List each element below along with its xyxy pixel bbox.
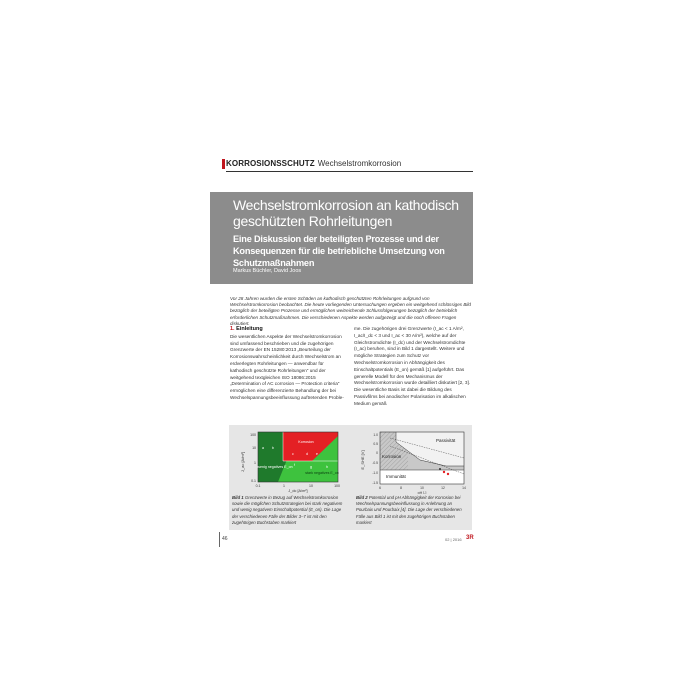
fig2-ytick: 0.5 [373, 442, 378, 446]
fig2-xtick: 14 [462, 486, 466, 490]
section-title: KORROSIONSSCHUTZ [226, 159, 315, 168]
figure-2-caption [356, 495, 470, 526]
caption-text: Potential und pH Abhängigkeit der Korrosion bei Wechselspannungsbeeinflussung in Anlehnung an Pourbaix und Pourbaix [4]. Die Lage der verschiedenen Fälle aus Bild 1 ist mit den zugehörigen Buchstaben markiert [356, 495, 462, 525]
page-number: 46 [222, 536, 228, 542]
article-title: Wechselstromkorrosion an kathodisch geschützten Rohrleitungen [233, 197, 459, 229]
fig1-letter: f [294, 463, 295, 467]
fig2-zone-label-corrosion: Korrosion [382, 454, 402, 459]
section-heading [230, 326, 347, 333]
fig1-xtick: 1 [283, 484, 285, 488]
header-rule [226, 171, 473, 172]
fig1-letter: d [306, 452, 308, 456]
article-authors: Markus Büchler, David Joos [233, 268, 302, 274]
fig2-xtick: 6 [379, 486, 381, 490]
fig2-marker [447, 473, 449, 475]
fig1-ylabel: J_ac [A/m²] [240, 451, 245, 473]
fig1-xtick: 0.1 [255, 484, 261, 488]
caption-label: Bild 1 [232, 495, 244, 500]
fig1-xtick: 100 [334, 484, 340, 488]
section-heading-text: Einleitung [236, 326, 263, 332]
title-banner [210, 192, 473, 284]
figure-1-diagram [240, 428, 345, 494]
fig2-marker [443, 471, 445, 473]
text-column-right [354, 326, 472, 408]
caption-label: Bild 2 [356, 495, 368, 500]
fig2-zone-label-passive: Passivität [436, 438, 456, 443]
fig2-marker [439, 468, 441, 470]
fig1-letter: e [316, 452, 318, 456]
fig2-ytick: -1.0 [372, 471, 378, 475]
fig2-xtick: 12 [441, 486, 445, 490]
fig2-ytick: -1.5 [372, 481, 378, 485]
fig1-ytick: 0.1 [251, 479, 256, 483]
figure-2-diagram [360, 428, 470, 494]
abstract: Vor 28 Jahren wurden die ersten Schäden an kathodisch geschützten Rohrleitungen aufgrund von Wechselstromkorrosion beobachtet. Die heute vorliegenden Untersuchungen ergeben ein weitgehend schlüssiges Bild bezüglich der beteiligten Prozesse und ermöglichen weitreichende Schlussfolgerungen bezüglich der betrieblich erforderlichen Schutzmaßnahmen. Die verschiedenen Aspekte werden aufgezeigt und die noch offenen Fragen diskutiert. [230, 296, 471, 326]
fig2-ytick: -0.5 [372, 461, 378, 465]
fig2-xlabel: pH [-] [417, 491, 427, 494]
fig2-ytick: 0 [376, 451, 378, 455]
section-subtitle: Wechselstromkorrosion [317, 159, 402, 168]
fig2-zone-label-immunity: Immunität [386, 474, 406, 479]
text-column-left [230, 326, 347, 402]
fig1-xlabel: J_dc [A/m²] [288, 489, 308, 493]
fig2-xtick: 8 [400, 486, 402, 490]
fig1-zone-label-red: Korrosion [298, 440, 314, 444]
caption-text: Grenzwerte in Bezug auf Wechselstromkorrosion sowie die möglichen Schutzstrategien bei stark negativem und wenig negativem Einschaltpotential (E_on). Die Lage der verschiedenen Fälle der Bilder 3–7 ist mit den zugehörigen Buchstaben markiert [232, 495, 343, 525]
publisher-logo: 3R [466, 535, 474, 541]
section-header [226, 159, 401, 168]
fig1-letter: g [310, 465, 312, 469]
body-text: Die wesentlichen Aspekte der Wechselstromkorrosion sind umfassend beschrieben und die zugehörigen Grenzwerte der EN 15280:2013 „Beurteilung der Korrosionswahrscheinlichkeit durch Wechselstrom an erdverlegten Rohrleitungen — anwendbar für kathodisch geschützte Rohrleitungen“ und der weitgehend textgleichen ISO 18086:2015 „Determination of AC corrosion — Protection criteria“ ermöglichen eine differenzierte Behandlung der bei Wechselspannungsbeeinflussung auftretenden Proble- [230, 333, 344, 400]
fig1-letter: h [326, 465, 328, 469]
fig1-letter: c [292, 452, 294, 456]
fig1-ytick: 100 [250, 433, 256, 437]
section-marker [222, 159, 225, 169]
fig1-ytick: 1 [254, 461, 256, 465]
section-number: 1. [230, 326, 235, 332]
fig1-zone-label-dark: wenig negatives E_on [257, 465, 293, 469]
fig1-letter: a [262, 446, 264, 450]
fig1-letter: b [272, 446, 274, 450]
fig1-ytick: 10 [252, 446, 256, 450]
fig2-ytick: 1.0 [373, 433, 378, 437]
footer-rule [219, 532, 220, 547]
article-subtitle: Eine Diskussion der beteiligten Prozesse und der Konsequenzen für die betriebliche Umsetzung von Schutzmaßnahmen [233, 234, 445, 268]
figure-1-caption [232, 495, 348, 526]
fig2-xtick: 10 [420, 486, 424, 490]
body-text: me. Die zugehörigen drei Grenzwerte (I_ac < 1 A/m², I_ac/I_dc < 3 und I_ac < 30 A/m²), welche auf der Gleichstromdichte (I_dc) und der Wechselstromdichte (I_ac) beruhen, sind in Bild 1 dargestellt. Weitere und mögliche Strategien zum Schutz vor Wechselstromkorrosion in Abhängigkeit des Einschaltpotentials (E_on) gemäß [1] aufgeführt. Das generelle Modell für den Mechanismus der Wechselstromkorrosion wurde detailliert diskutiert [2, 3]. Die wesentliche Basis ist dabei die Bildung des Passivfilms bei anodischer Polarisation im alkalischen Medium gemäß [354, 326, 471, 406]
fig1-zone-label-light: stark negatives E_on [305, 471, 339, 475]
fig1-xtick: 10 [309, 484, 313, 488]
fig2-ylabel: E_SHE [V] [360, 450, 365, 470]
issue-label: 02 | 2016 [445, 537, 462, 542]
